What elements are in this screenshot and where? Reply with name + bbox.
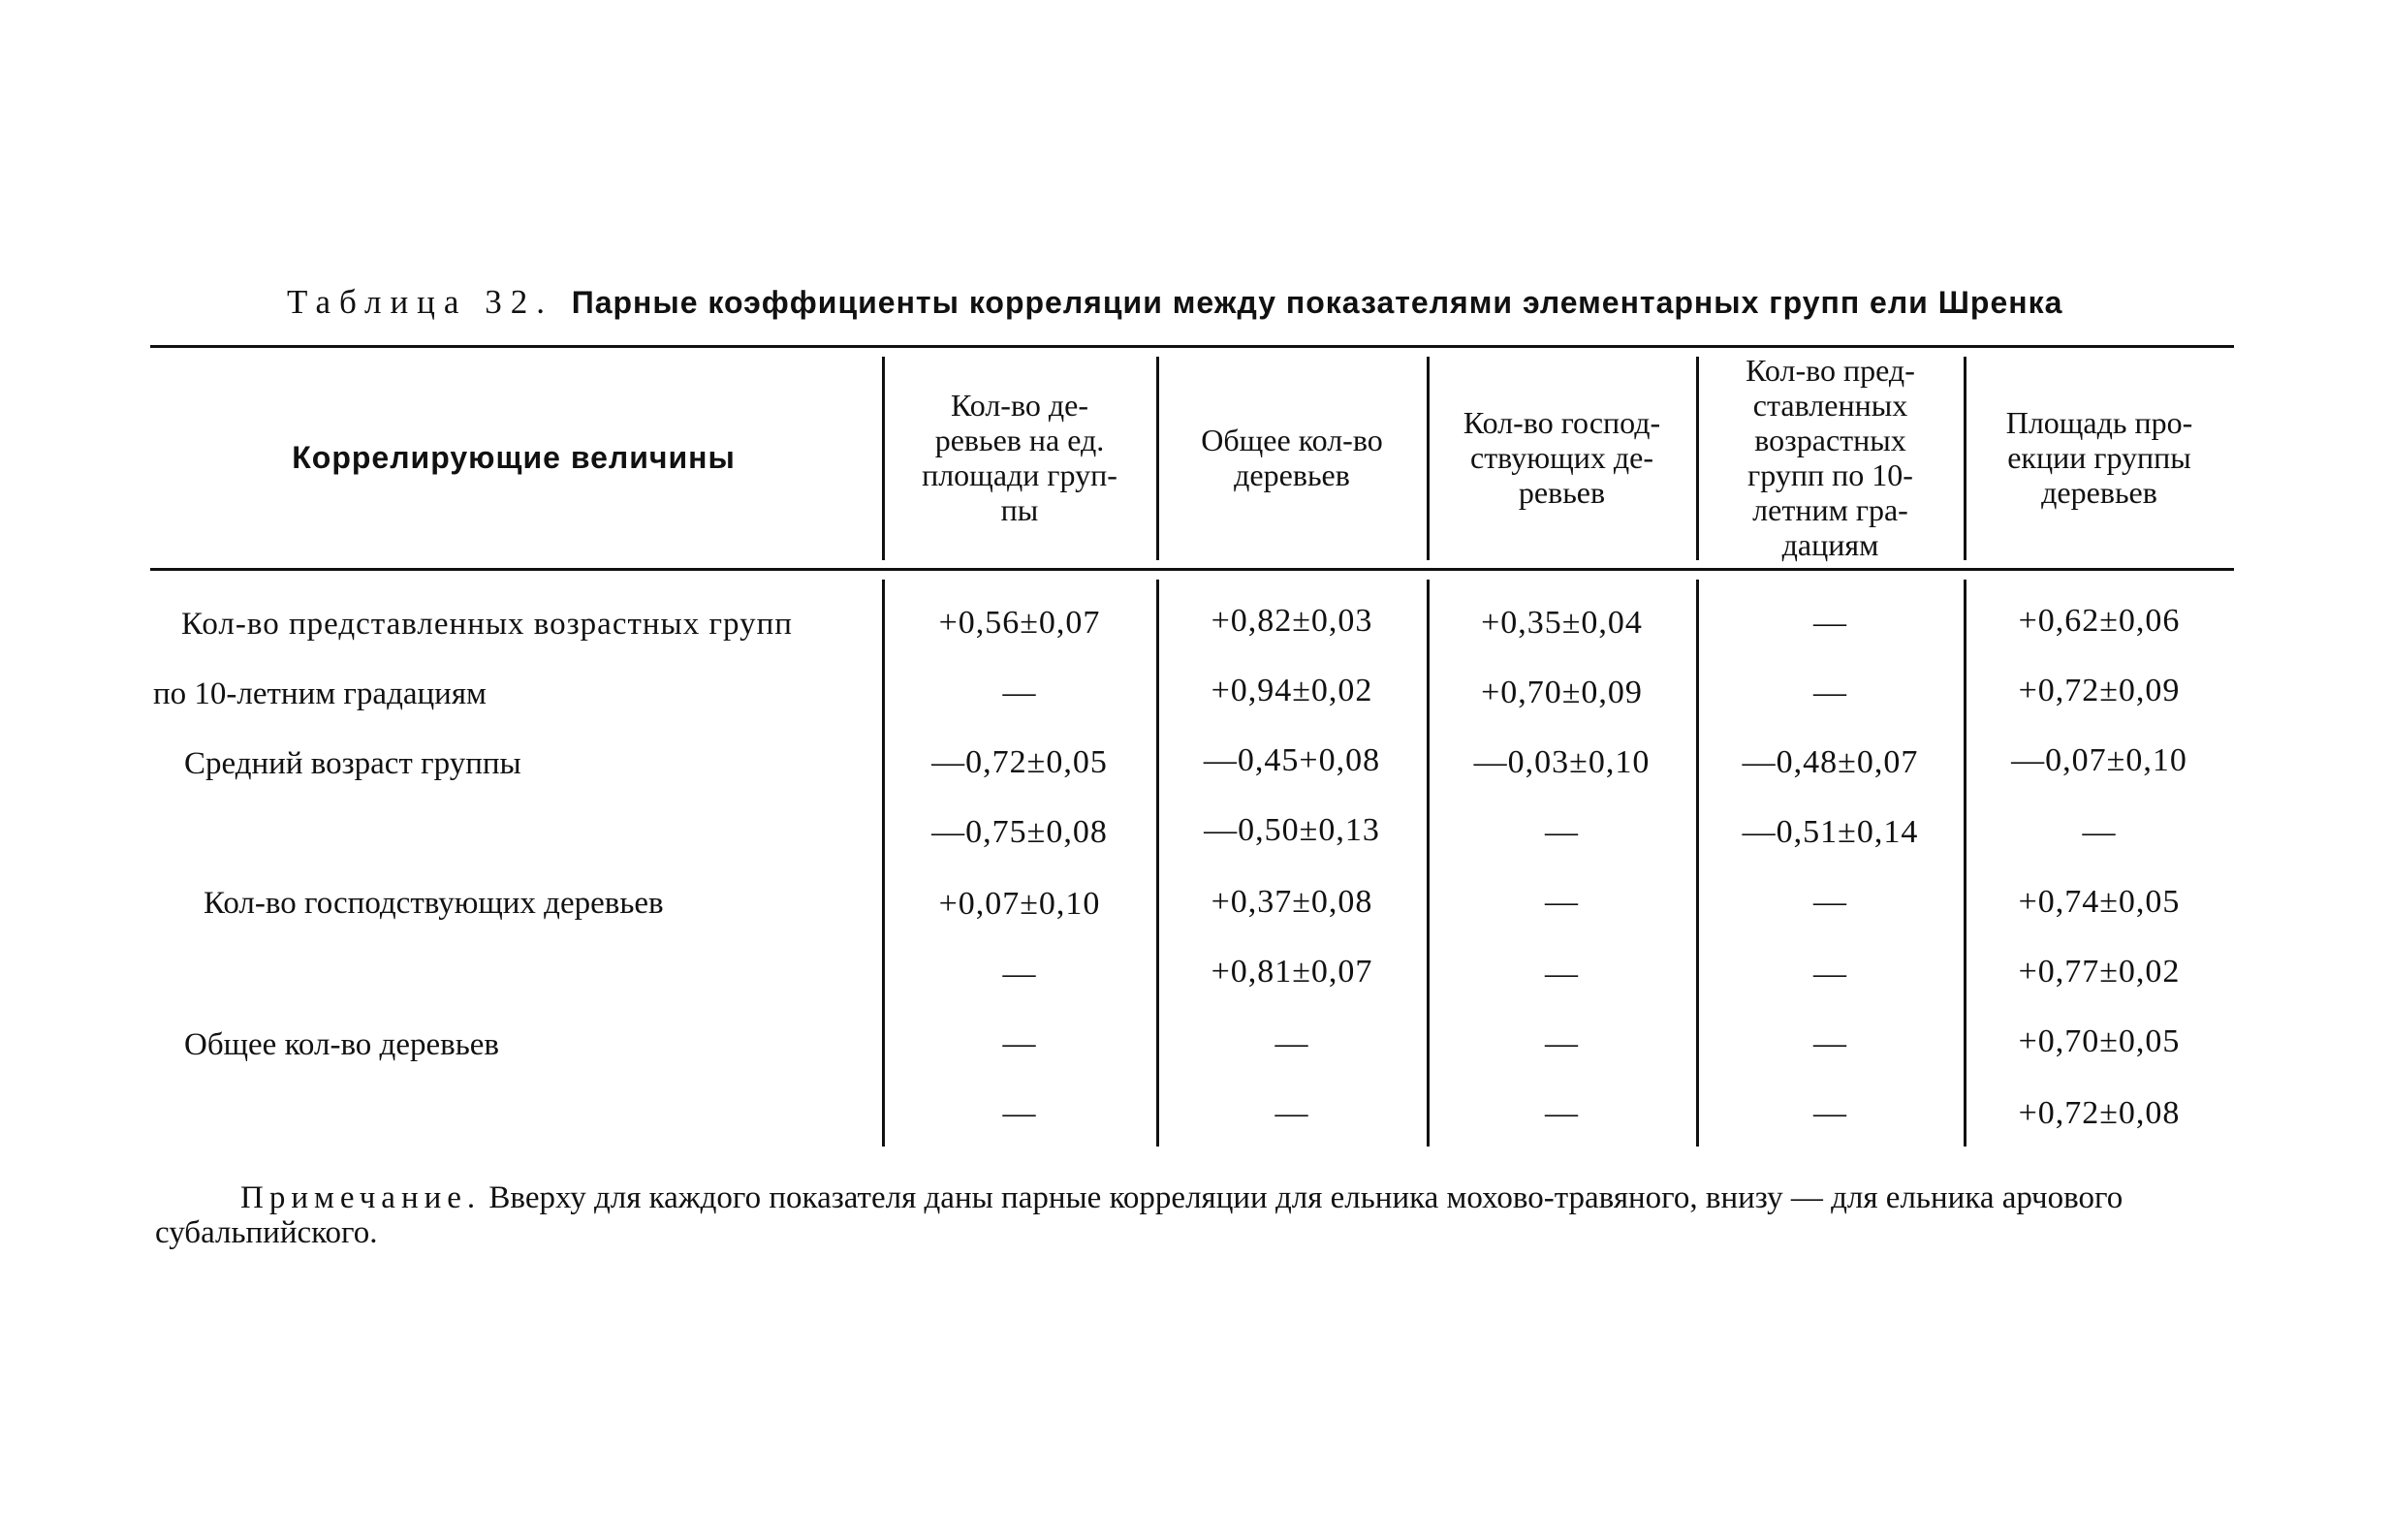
table-cell: +0,62±0,06 (2018, 603, 2181, 639)
col-divider (1427, 357, 1430, 560)
table-cell: — (1813, 605, 1847, 641)
table-cell: — (2082, 814, 2117, 850)
header-dominant-trees: Кол-во господ- ствующих де- ревьев (1463, 405, 1661, 510)
table-cell: +0,70±0,05 (2018, 1023, 2181, 1059)
table-cell: —0,48±0,07 (1742, 744, 1919, 780)
col-divider (1696, 580, 1699, 1147)
table-cell: — (1813, 675, 1847, 710)
row-label-age-groups-cont: по 10-летним градациям (153, 676, 487, 711)
header-rule (150, 568, 2234, 571)
row-label-total-trees: Общее кол-во деревьев (184, 1027, 500, 1062)
table-cell: —0,51±0,14 (1742, 814, 1919, 850)
table-cell: +0,72±0,08 (2018, 1095, 2181, 1131)
header-trees-per-area: Кол-во де- ревьев на ед. площади груп- пы (922, 388, 1117, 527)
table-cell: — (1545, 884, 1579, 920)
caption-title: Парные коэффициенты корреляции между показателями элементарных групп ели Шренка (571, 285, 2063, 320)
table-cell: —0,75±0,08 (931, 814, 1108, 850)
table-cell: —0,07±0,10 (2011, 742, 2187, 778)
table-cell: — (1002, 1095, 1037, 1131)
table-cell: —0,50±0,13 (1204, 812, 1380, 848)
col-divider (1427, 580, 1430, 1147)
table-cell: — (1813, 956, 1847, 991)
table-cell: — (1813, 884, 1847, 920)
top-rule (150, 345, 2234, 348)
table-cell: +0,94±0,02 (1211, 673, 1373, 708)
table-cell: — (1545, 1025, 1579, 1061)
col-divider (1964, 580, 1966, 1147)
header-crown-projection: Площадь про- екции группы деревьев (2005, 405, 2193, 510)
table-cell: — (1545, 814, 1579, 850)
table-cell: — (1002, 956, 1037, 991)
table-cell: +0,37±0,08 (1211, 884, 1373, 920)
table-cell: +0,72±0,09 (2018, 673, 2181, 708)
table-cell: +0,81±0,07 (1211, 954, 1373, 990)
table-cell: +0,74±0,05 (2018, 884, 2181, 920)
table-cell: +0,77±0,02 (2018, 954, 2181, 990)
caption-label: Таблица 32. (287, 283, 553, 321)
row-label-dominant-trees: Кол-во господствующих деревьев (204, 886, 664, 921)
col-divider (882, 357, 885, 560)
table-cell: — (1545, 1095, 1579, 1131)
table-cell: — (1002, 675, 1037, 710)
table-cell: — (1274, 1025, 1309, 1061)
row-label-age-groups: Кол-во представленных возрастных групп (181, 607, 793, 642)
table-cell: —0,45+0,08 (1203, 742, 1381, 778)
col-divider (882, 580, 885, 1147)
header-correlating-values: Коррелирующие величины (292, 440, 736, 475)
table-cell: +0,56±0,07 (938, 605, 1101, 641)
col-divider (1156, 580, 1159, 1147)
table-cell: —0,72±0,05 (931, 744, 1108, 780)
header-age-groups: Кол-во пред- ставленных возрастных групп по 10- летним гра- дациям (1746, 353, 1915, 562)
table-note (155, 1180, 2239, 1250)
table-cell: +0,07±0,10 (938, 886, 1101, 922)
table-cell: — (1002, 1025, 1037, 1061)
note-label: Примечание. (240, 1180, 482, 1215)
table-cell: +0,35±0,04 (1481, 605, 1643, 641)
table-cell: +0,70±0,09 (1481, 675, 1643, 710)
table-caption (287, 283, 2128, 322)
table-cell: +0,82±0,03 (1211, 603, 1373, 639)
col-divider (1156, 357, 1159, 560)
row-label-mean-age: Средний возраст группы (184, 746, 521, 781)
note-text: Вверху для каждого показателя даны парные корреляции для ельника мохово-травяного, внизу — для ельника арчового субальпийского. (155, 1180, 2124, 1250)
col-divider (1964, 357, 1966, 560)
header-total-trees: Общее кол-во деревьев (1201, 423, 1383, 492)
table-cell: — (1274, 1095, 1309, 1131)
table-cell: — (1813, 1095, 1847, 1131)
table-cell: — (1813, 1025, 1847, 1061)
table-cell: —0,03±0,10 (1473, 744, 1651, 780)
col-divider (1696, 357, 1699, 560)
table-cell: — (1545, 956, 1579, 991)
